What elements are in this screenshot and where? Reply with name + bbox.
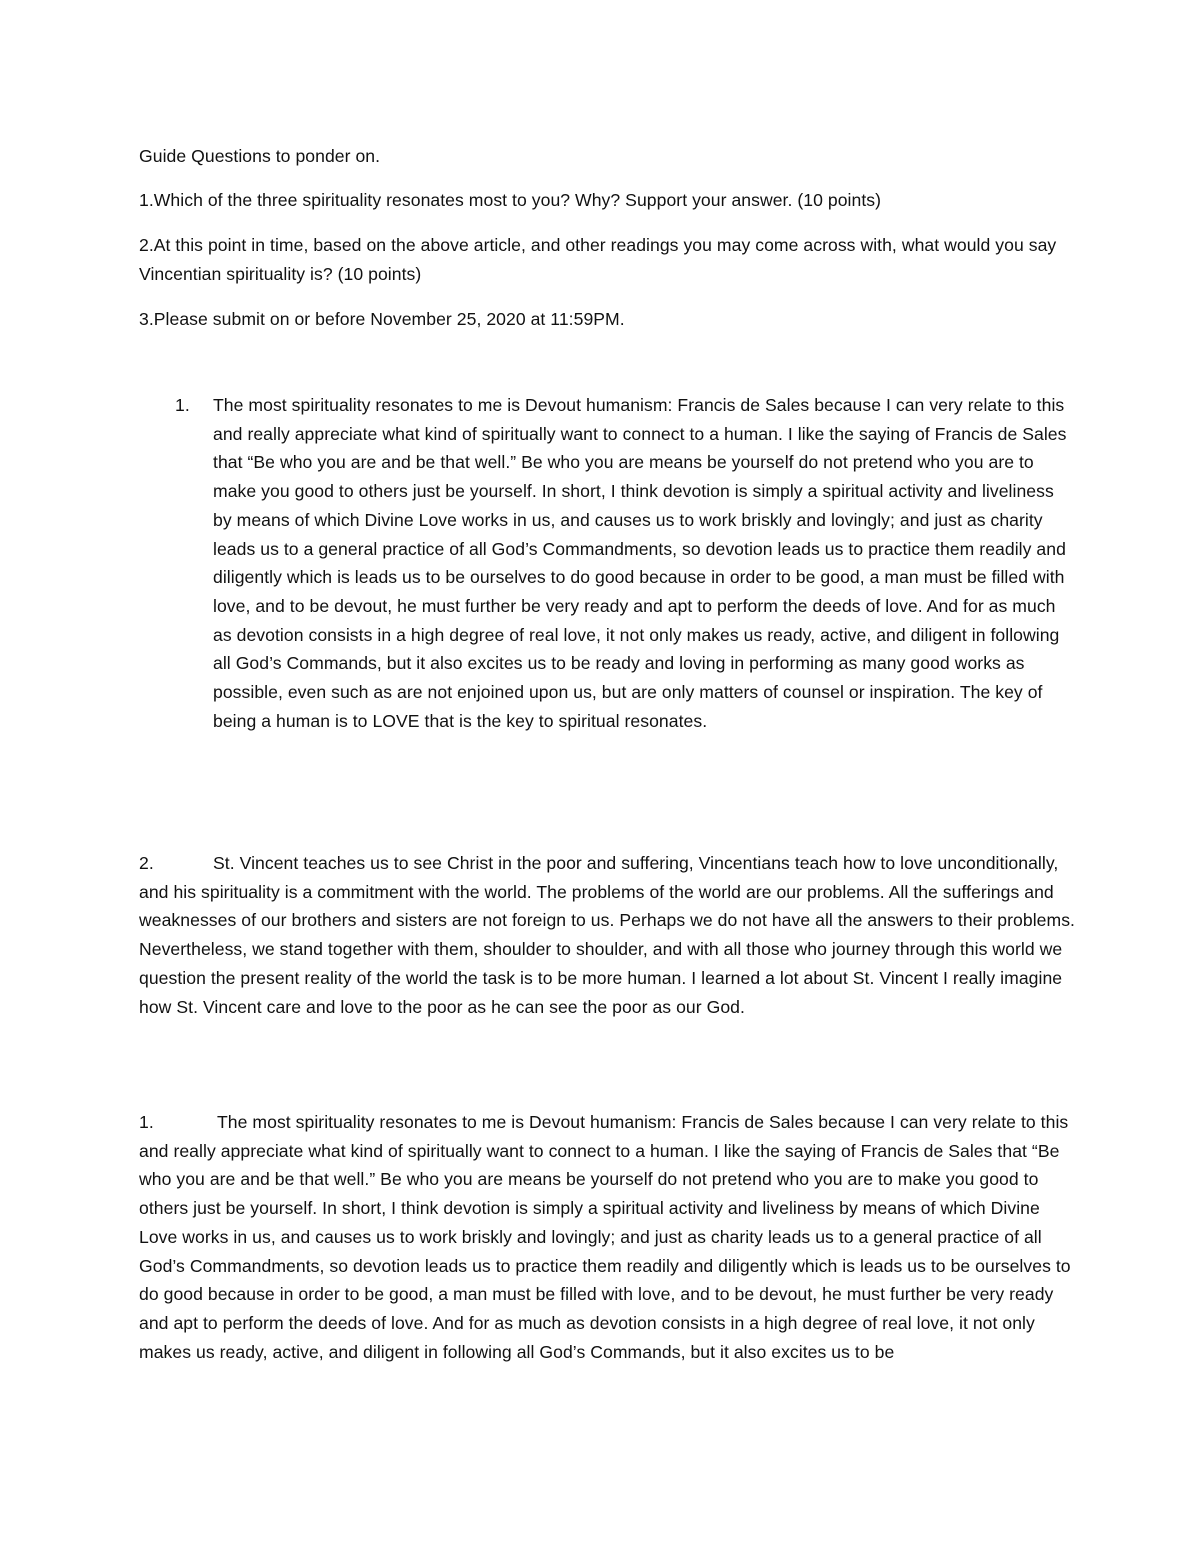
guide-question-2: 2.At this point in time, based on the above article, and other readings you may come across with, what would you say Vincentian spirituality is? (10 points) — [139, 235, 1057, 284]
answer-1-repeat-text: The most spirituality resonates to me is Devout humanism: Francis de Sales because I can very relate to this and really appreciate what kind of spiritually want to connect to a human. I like the saying of Francis de Sales that “Be who you are and be that well.” Be who you are means be yourself do not pretend who you are to make you good to others just be yourself. In short, I think devotion is simply a spiritual activity and liveliness by means of which Divine Love works in us, and causes us to work briskly and lovingly; and just as charity leads us to a general practice of all God’s Commandments, so devotion leads us to practice them readily and diligently which is leads us to be ourselves to do good because in order to be good, a man must be filled with love, and to be devout, he must further be very ready and apt to perform the deeds of love. And for as much as devotion consists in a high degree of real love, it not only makes us ready, active, and diligent in following all God’s Commands, but it also excites us to be — [139, 1112, 1071, 1362]
guide-question-1: 1.Which of the three spirituality resonates most to you? Why? Support your answer. (10 points) — [139, 190, 882, 210]
answer-1-repeat-number: 1. — [139, 1112, 154, 1132]
answer-1-text: The most spirituality resonates to me is Devout humanism: Francis de Sales because I can very relate to this and really appreciate what kind of spiritually want to connect to a human. I like the saying of Francis de Sales that “Be who you are and be that well.” Be who you are means be yourself do not pretend who you are to make you good to others just be yourself. In short, I think devotion is simply a spiritual activity and liveliness by means of which Divine Love works in us, and causes us to work briskly and lovingly; and just as charity leads us to a general practice of all God’s Commandments, so devotion leads us to practice them readily and diligently which is leads us to be ourselves to do good because in order to be good, a man must be filled with love, and to be devout, he must further be very ready and apt to perform the deeds of love. And for as much as devotion consists in a high degree of real love, it not only makes us ready, active, and diligent in following all God’s Commands, but it also excites us to be ready and loving in performing as many good works as possible, even such as are not enjoined upon us, but are only matters of counsel or inspiration. The key of being a human is to LOVE that is the key to spiritual resonates. — [213, 395, 1067, 731]
answer-2-number: 2. — [139, 853, 154, 873]
answer-1-number: 1. — [175, 395, 190, 415]
answer-2-text: St. Vincent teaches us to see Christ in the poor and suffering, Vincentians teach how to love unconditionally, and his spirituality is a commitment with the world. The problems of the world are our problems. All the sufferings and weaknesses of our brothers and sisters are not foreign to us. Perhaps we do not have all the answers to their problems. Nevertheless, we stand together with them, shoulder to shoulder, and with all those who journey through this world we question the present reality of the world the task is to be more human. I learned a lot about St. Vincent I really imagine how St. Vincent care and love to the poor as he can see the poor as our God. — [139, 853, 1075, 1017]
guide-question-3: 3.Please submit on or before November 25, 2020 at 11:59PM. — [139, 309, 625, 329]
answer-2-paragraph — [139, 849, 1079, 1021]
guide-title: Guide Questions to ponder on. — [139, 146, 381, 166]
answer-1-repeat-paragraph — [139, 1108, 1079, 1366]
